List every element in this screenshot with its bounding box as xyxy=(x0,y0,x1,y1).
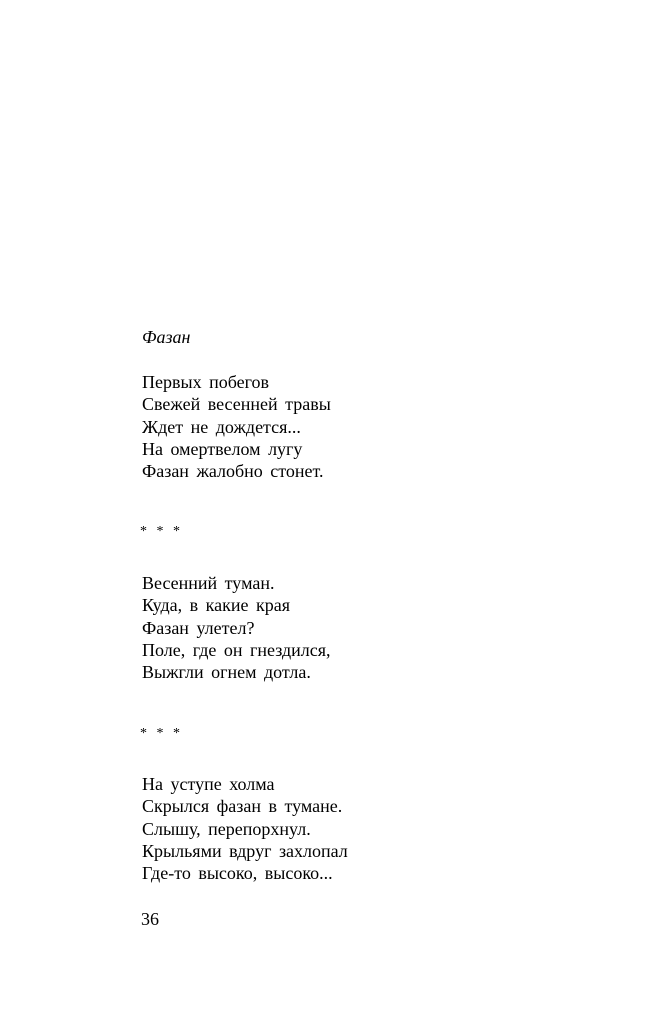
stanza-line: Первых побегов xyxy=(142,372,270,392)
stanza-line: Крыльями вдруг захлопал xyxy=(142,840,348,861)
stanza-line: На уступе холма xyxy=(142,774,275,794)
stanza-line: Куда, в какие края xyxy=(142,595,291,616)
page-number: 36 xyxy=(141,909,159,929)
stanza-line: Слышу, перепорхнул. xyxy=(142,818,311,839)
stanza-line: Свежей весенней травы xyxy=(142,394,331,415)
stanza-1 xyxy=(142,371,331,482)
poem-title: Фазан xyxy=(142,327,191,347)
stanza-line: На омертвелом лугу xyxy=(142,438,303,459)
stanza-3 xyxy=(142,773,348,884)
stanza-2 xyxy=(142,572,331,683)
stanza-line: Ждет не дождется... xyxy=(142,416,301,437)
stanza-line: Где-то высоко, высоко... xyxy=(142,863,333,884)
stanza-line: Скрылся фазан в тумане. xyxy=(142,796,343,817)
stanza-line: Поле, где он гнездился, xyxy=(142,639,331,660)
stanza-separator: * * * xyxy=(140,524,180,539)
stanza-line: Весенний туман. xyxy=(142,573,275,593)
stanza-line: Фазан улетел? xyxy=(142,617,255,638)
stanza-separator: * * * xyxy=(140,726,180,741)
stanza-line: Выжгли огнем дотла. xyxy=(142,662,311,683)
stanza-line: Фазан жалобно стонет. xyxy=(142,461,324,482)
